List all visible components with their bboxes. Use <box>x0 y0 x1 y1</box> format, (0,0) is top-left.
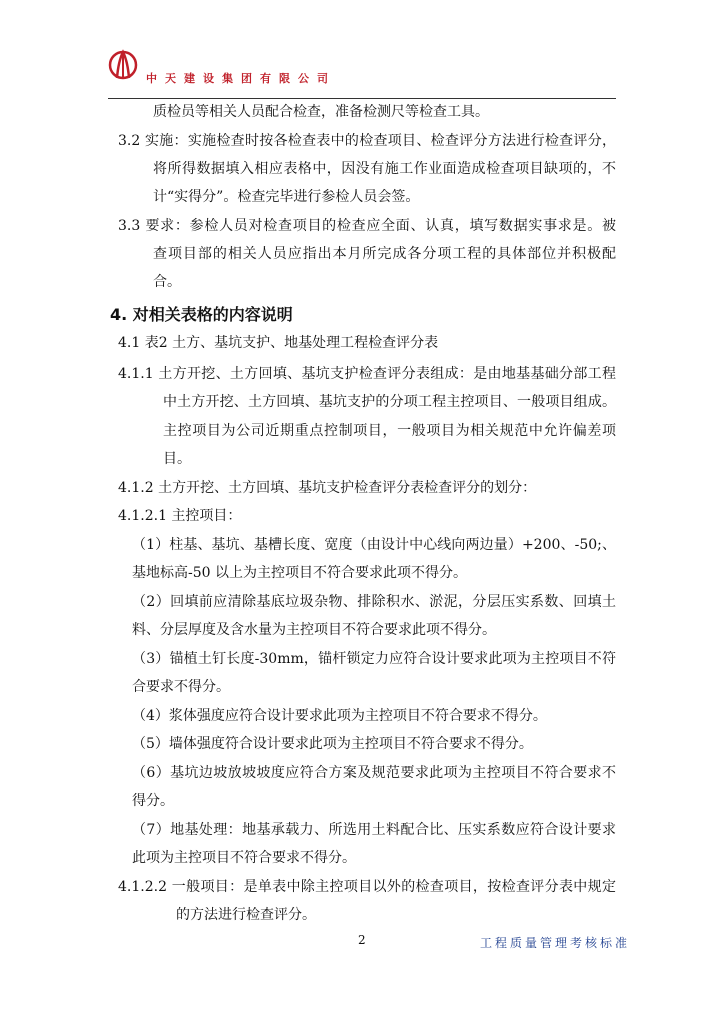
text-line: 4.1.2 土方开挖、土方回填、基坑支护检查评分表检查评分的划分： <box>118 480 537 496</box>
company-name: 中天建设集团有限公司 <box>146 72 336 85</box>
text-line: 将所得数据填入相应表格中，因没有施工作业面造成检查项目缺项的，不 <box>153 161 616 177</box>
text-line: （3）锚植土钉长度-30mm，锚杆锁定力应符合设计要求此项为主控项目不符 <box>132 651 616 667</box>
section-heading: 4. 对相关表格的内容说明 <box>110 305 293 324</box>
text-line: 合要求不得分。 <box>132 679 230 695</box>
text-line: 查项目部的相关人员应指出本月所完成各分项工程的具体部位并积极配 <box>153 246 616 262</box>
page-number: 2 <box>358 933 366 947</box>
text-line: 目。 <box>163 451 191 467</box>
text-line: （1）柱基、基坑、基槽长度、宽度（由设计中心线向两边量）+200、-50;、 <box>132 537 616 553</box>
header-rule <box>108 98 616 99</box>
company-logo <box>108 48 138 82</box>
text-line: （4）浆体强度应符合设计要求此项为主控项目不符合要求不得分。 <box>132 708 547 724</box>
text-line: 中土方开挖、土方回填、基坑支护的分项工程主控项目、一般项目组成。 <box>163 394 616 410</box>
text-line: 4.1 表2 土方、基坑支护、地基处理工程检查评分表 <box>118 335 439 351</box>
text-line: 主控项目为公司近期重点控制项目，一般项目为相关规范中允许偏差项 <box>163 423 616 439</box>
text-line: 计“实得分”。检查完毕进行参检人员会签。 <box>153 189 420 205</box>
text-line: 得分。 <box>132 793 174 809</box>
text-line: （5）墙体强度符合设计要求此项为主控项目不符合要求不得分。 <box>132 736 533 752</box>
text-line: 质检员等相关人员配合检查，准备检测尺等检查工具。 <box>153 104 489 120</box>
footer-title: 工程质量管理考核标准 <box>480 936 631 950</box>
text-line: 4.1.1 土方开挖、土方回填、基坑支护检查评分表组成：是由地基基础分部工程 <box>118 366 616 382</box>
text-line: 的方法进行检查评分。 <box>176 907 316 923</box>
text-line: 合。 <box>153 274 181 290</box>
text-line: 4.1.2.1 主控项目： <box>118 508 242 524</box>
text-line: 3.3 要求：参检人员对检查项目的检查应全面、认真，填写数据实事求是。被 <box>118 218 616 234</box>
text-line: 料、分层厚度及含水量为主控项目不符合要求此项不得分。 <box>132 622 496 638</box>
text-line: 4.1.2.2 一般项目：是单表中除主控项目以外的检查项目，按检查评分表中规定 <box>118 879 616 895</box>
text-line: （6）基坑边坡放坡坡度应符合方案及规范要求此项为主控项目不符合要求不 <box>132 765 616 781</box>
text-line: 此项为主控项目不符合要求不得分。 <box>132 850 356 866</box>
text-line: （7）地基处理：地基承载力、所选用土料配合比、压实系数应符合设计要求 <box>132 822 616 838</box>
text-line: 基地标高-50 以上为主控项目不符合要求此项不得分。 <box>132 565 467 581</box>
text-line: 3.2 实施：实施检查时按各检查表中的检查项目、检查评分方法进行检查评分， <box>118 133 616 149</box>
text-line: （2）回填前应清除基底垃圾杂物、排除积水、淤泥，分层压实系数、回填土 <box>132 594 616 610</box>
